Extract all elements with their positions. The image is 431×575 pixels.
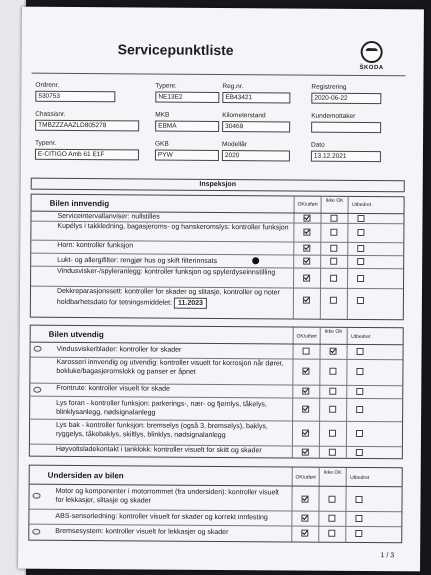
section-bilen-utvendig <box>29 325 404 460</box>
ok-checkbox[interactable] <box>303 258 310 265</box>
section-title: Bilen innvendig <box>49 198 110 209</box>
field-registrering: Registrering 2020-06-22 <box>311 84 381 104</box>
brand-name: ŠKODA <box>359 64 384 72</box>
ok-checkbox[interactable] <box>303 229 310 236</box>
checklist-row: ABS-sensorledning: kontroller visuelt for skader og korrekt innfesting <box>29 510 401 528</box>
checklist-row: Motor og komponenter i motorrommet (fra undersiden): kontroller visuelt for lekkasjer, slitasje og skader <box>29 485 401 513</box>
col-utbedret: Utbedret <box>351 201 372 209</box>
ok-checkbox[interactable] <box>302 496 309 503</box>
checklist-row: Lys bak - kontroller funksjon: bremselys (også 3. bremselys), baklys, ryggelys, tåkebaklys, skiltlys, blinklys, nødsignalanlegg <box>30 420 402 448</box>
ok-checkbox[interactable] <box>302 406 309 413</box>
section-undersiden <box>28 465 403 544</box>
ok-checkbox[interactable] <box>302 388 309 395</box>
ikke-ok-checkbox[interactable] <box>329 406 336 413</box>
ok-checkbox[interactable] <box>303 348 310 355</box>
field-regnr: Reg.nr. EB43421 <box>222 83 290 103</box>
utbedret-checkbox[interactable] <box>357 215 364 222</box>
page-number: 1 / 3 <box>380 552 395 560</box>
field-kundemottaker: Kundemottaker <box>311 113 381 133</box>
checklist-row: Høyvoltsladekontakt i tanklokk: kontroller visuelt for skitt og skader <box>30 445 402 460</box>
checklist-row: Kupélys i takkledning, bagasjeroms- og hanskeromslys: kontroller funksjon <box>31 222 403 244</box>
col-utbedret: Utbedret <box>350 474 370 482</box>
ok-checkbox[interactable] <box>302 430 309 437</box>
section-bilen-innvendig <box>30 194 405 321</box>
ok-checkbox[interactable] <box>303 245 310 252</box>
col-ikke-ok: Ikke OK <box>323 469 342 476</box>
utbedret-checkbox[interactable] <box>357 297 364 304</box>
utbedret-checkbox[interactable] <box>355 515 362 522</box>
col-ok: OK/utført <box>296 333 317 340</box>
checklist-row: Serviceintervallanviser: nullstilles <box>31 212 403 225</box>
checklist-row: Frontrute: kontroller visuelt for skade <box>30 384 402 400</box>
ikke-ok-checkbox[interactable] <box>329 388 336 395</box>
ikke-ok-checkbox[interactable] <box>329 496 336 503</box>
field-gkb: GKB PYW <box>155 141 219 161</box>
expiry-date: 11.2023 <box>174 297 207 308</box>
engine-icon <box>33 493 41 499</box>
ikke-ok-checkbox[interactable] <box>330 348 337 355</box>
ikke-ok-checkbox[interactable] <box>330 245 337 252</box>
ok-checkbox[interactable] <box>303 297 310 304</box>
ok-checkbox[interactable] <box>302 449 309 456</box>
ikke-ok-checkbox[interactable] <box>330 215 337 222</box>
punch-hole <box>252 257 259 264</box>
utbedret-checkbox[interactable] <box>357 275 364 282</box>
ikke-ok-checkbox[interactable] <box>330 258 337 265</box>
utbedret-checkbox[interactable] <box>357 348 364 355</box>
ikke-ok-checkbox[interactable] <box>328 530 335 537</box>
field-chassisnr: Chassisnr. TMBZZZAAZLD805278 <box>35 111 139 132</box>
field-typenavn: Typenr. E-CITIGO Amb 61 E1F <box>35 140 139 161</box>
field-ordrenr: Ordrenr. 530753 <box>35 82 115 103</box>
ikke-ok-checkbox[interactable] <box>329 449 336 456</box>
field-typenr: Typenr. NE13E2 <box>155 83 219 103</box>
checklist-row: Vindusvisker-/spyleranlegg: kontroller funksjon og spylerdyseinnstilling <box>31 267 403 290</box>
brake-icon <box>32 529 40 535</box>
utbedret-checkbox[interactable] <box>356 368 363 375</box>
col-ok: OK/utført <box>297 201 318 208</box>
field-modellar: Modellår 2020 <box>222 141 290 161</box>
utbedret-checkbox[interactable] <box>357 258 364 265</box>
ikke-ok-checkbox[interactable] <box>328 515 335 522</box>
checklist-row: Dekkreparasjonssett: kontroller for skader og slitasje, kontroller og noter holdbarhetsdato for tetningsmiddelet: 11.2023 <box>31 287 403 314</box>
field-mkb: MKB EBMA <box>155 112 219 132</box>
ikke-ok-checkbox[interactable] <box>330 297 337 304</box>
windshield-icon <box>33 387 41 393</box>
col-ikke-ok: Ikke OK <box>324 328 343 335</box>
utbedret-checkbox[interactable] <box>356 406 363 413</box>
ikke-ok-checkbox[interactable] <box>329 430 336 437</box>
checklist-row: Lukt- og allergifilter: rengjør hus og skift filterinnsats <box>31 254 403 270</box>
utbedret-checkbox[interactable] <box>356 430 363 437</box>
checklist-row: Horn: kontroller funksjon <box>31 241 403 257</box>
ikke-ok-checkbox[interactable] <box>329 368 336 375</box>
ok-checkbox[interactable] <box>303 275 310 282</box>
utbedret-checkbox[interactable] <box>356 449 363 456</box>
section-title: Bilen utvendig <box>48 329 104 340</box>
ok-checkbox[interactable] <box>301 515 308 522</box>
col-utbedret: Utbedret <box>351 333 371 341</box>
ok-checkbox[interactable] <box>301 530 308 537</box>
section-title: Undersiden av bilen <box>47 470 124 481</box>
header-divider <box>31 73 405 77</box>
utbedret-checkbox[interactable] <box>357 245 364 252</box>
wiper-icon <box>34 346 42 352</box>
checklist-row: Vindusviskerblader: kontroller for skader <box>31 343 403 361</box>
ok-checkbox[interactable] <box>303 215 310 222</box>
col-ok: OK/utført <box>295 474 316 481</box>
checklist-row: Bremsesystem: kontroller visuelt for lekkasjer og skader <box>29 525 401 542</box>
ikke-ok-checkbox[interactable] <box>330 275 337 282</box>
utbedret-checkbox[interactable] <box>357 229 364 236</box>
checklist-row: Karosseri innvendig og utvendig: kontroller visuelt for korrosjon når dører, bokluke/bagasjeromslokk og panser er åpnet <box>30 358 402 387</box>
field-kilometerstand: Kilometerstand 30469 <box>222 112 290 132</box>
ok-checkbox[interactable] <box>302 368 309 375</box>
ikke-ok-checkbox[interactable] <box>330 229 337 236</box>
field-dato: Dato 13.12.2021 <box>311 142 381 162</box>
utbedret-checkbox[interactable] <box>356 496 363 503</box>
page-title: Servicepunktliste <box>117 41 234 59</box>
utbedret-checkbox[interactable] <box>356 388 363 395</box>
utbedret-checkbox[interactable] <box>355 530 362 537</box>
inspeksjon-header: Inspeksjon <box>31 178 405 193</box>
col-ikke-ok: Ikke OK <box>325 197 344 204</box>
checklist-row: Lys foran - kontroller funksjon: parkerings-, nær- og fjernlys, tåkelys, blinklysanlegg, nødsignalanlegg <box>30 397 402 423</box>
service-checklist-page <box>18 7 424 572</box>
